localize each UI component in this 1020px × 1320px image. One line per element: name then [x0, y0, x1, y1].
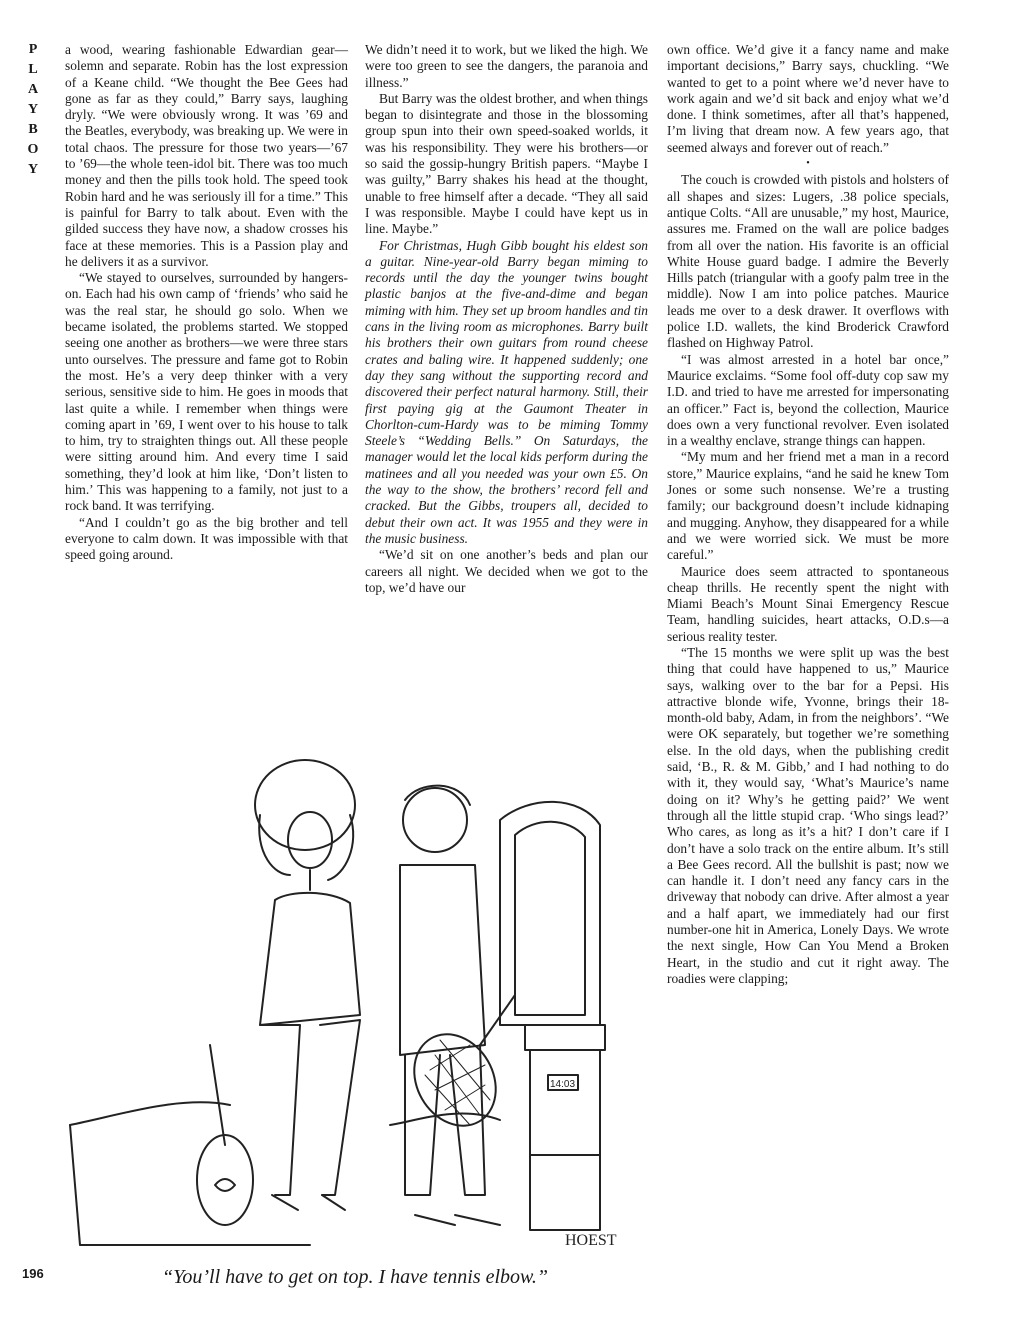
masthead-letter: O	[27, 142, 39, 157]
text-column-1	[65, 42, 348, 564]
paragraph: “We stayed to ourselves, surrounded by hangers-on. Each had his own camp of ‘friends’ who said he was the real star, he should go solo. When we became isolated, the problems started. We stopped seeing one another as brothers—we were three stars unto ourselves. The pressure and fame got to Robin the most. He’s a very deep thinker with a very serious, sensitive side to him. He goes in moods that last quite a while. I remember when things were coming apart in ’69, I went over to his house to talk to him, try to straighten things out. All these people were sitting around him. And every time I said something, they’d look at him like, ‘Don’t listen to him.’ This was happening to a family, not just to a rock band. It was terrifying.	[65, 270, 348, 514]
paragraph: We didn’t need it to work, but we liked the high. We were too green to see the dangers, the paranoia and illness.”	[365, 42, 648, 90]
paragraph: The couch is crowded with pistols and holsters of all shapes and sizes: Lugers, .38 police specials, antique Colts. “All are unusable,” my host, Maurice, assures me. Framed on the wall are police badges from all over the nation. His favorite is an official White House guard badge. I admire the Beverly Hills patch (triangular with a goofy palm tree in the middle). Now I am into police patches. Maurice leads me over to a desk drawer. It overflows with police I.D. wallets, the kind Broderick Crawford flashed on Highway Patrol.	[667, 172, 949, 351]
cartoon-clock-text: 14:03	[550, 1079, 576, 1090]
masthead-letter: Y	[27, 162, 39, 177]
paragraph: “We’d sit on one another’s beds and plan our careers all night. We decided when we got to the top, we’d have our	[365, 547, 648, 595]
paragraph: “I was almost arrested in a hotel bar once,” Maurice exclaims. “Some fool off-duty cop saw my I.D. and tried to have me arrested for impersonating an officer.” Fact is, beyond the collection, Maurice does own a very functional revolver. Even isolated in a wealthy enclave, strange things can happen.	[667, 351, 949, 449]
paragraph: Maurice does seem attracted to spontaneous cheap thrills. He recently spent the night with Miami Beach’s Mount Sinai Emergency Rescue Team, handling suicides, heart attacks, O.D.s—a serious reality tester.	[667, 563, 949, 644]
page-number: 196	[22, 1266, 44, 1281]
masthead-letter: L	[28, 62, 38, 77]
section-bullet: •	[806, 158, 810, 170]
text-column-2	[365, 42, 648, 596]
cartoon-caption: “You’ll have to get on top. I have tennis elbow.”	[161, 1266, 549, 1288]
paragraph: “My mum and her friend met a man in a record store,” Maurice explains, “and he said he knew Tom Jones or some such nonsense. We’re a trusting family; our background doesn’t include kidnaping and mugging. Anyhow, they disappeared for a while and we were worried sick. We must be more careful.”	[667, 449, 949, 563]
masthead-letter: Y	[27, 102, 39, 117]
paragraph: a wood, wearing fashionable Edwardian gear—solemn and separate. Robin has the lost expression of a Keane child. “We thought the Bee Gees had gone as far as they could,” Barry says, laughing dryly. “We were obviously wrong. It was ’69 and the Beatles, everybody, was breaking up. We were in total chaos. The pressure for those two years—’67 to ’69—the whole teen-idol bit. There was too much money and then the pills took hold. The speed took Robin hard and he was seriously ill for a time.” This is painful for Barry to talk about. Even with the gilded success they have now, a shadow crosses his face at these memories. This is a Passion play and he delivers it as a survivor.	[65, 42, 349, 269]
cartoon-illustration	[60, 725, 650, 1255]
paragraph: But Barry was the oldest brother, and when things began to disintegrate and those in the blossoming group spun into their own speed-soaked worlds, it was his responsibility. They were his brothers—or so said the gossip-hungry British papers. “Maybe I was guilty,” Barry shakes his head at the thought, unable to free himself after a decade. “They all said I was responsible. Maybe I could have kept us in line. Maybe.”	[365, 90, 648, 237]
paragraph: “The 15 months we were split up was the best thing that could have happened to us,” Maurice says, walking over to the bar for a Pepsi. His attractive blonde wife, Yvonne, brings their 18-month-old baby, Adam, in from the neighbors’. “We were OK separately, but together we’re something else. In the old days, when the publishing credit said, ‘B., R. & M. Gibb,’ and I had nothing to do with it, they would say, ‘What’s Maurice’s name doing on it? Why’s he getting paid?’ We went through all the little stupid crap. ‘Who sings lead?’ Who cares, as long as it’s a hit? I don’t care if I don’t have a solo track on the entire album. It’s still a Bee Gees record. All the bullshit is past; now we can handle it. I don’t need any fancy cars in the driveway that nobody can drive. After almost a year and a half apart, we immediately had our first number-one hit in America, Lonely Days. We wrote the next single, How Can You Mend a Broken Heart, in the studio and cut it right away. The roadies were clapping;	[667, 644, 949, 986]
masthead-letter: P	[28, 42, 38, 57]
masthead-letter: B	[28, 122, 38, 137]
paragraph: own office. We’d give it a fancy name and make important decisions,” Barry says, chuckling. “We wanted to get to a point where we’d never have to work again and we’d sit back and enjoy what we’d done. I think sometimes, after all that’s happened, I’m living that dream now. A few years ago, that seemed always and forever out of reach.”	[667, 42, 949, 155]
text-column-3	[667, 42, 949, 987]
magazine-masthead	[18, 40, 48, 230]
paragraph: “And I couldn’t go as the big brother and tell everyone to calm down. It was impossible with that speed going around.	[65, 514, 348, 563]
cartoonist-signature: HOEST	[565, 1232, 617, 1249]
masthead-letter: A	[27, 82, 39, 97]
paragraph-italic: For Christmas, Hugh Gibb bought his eldest son a guitar. Nine-year-old Barry began miming to records until the day the younger twins bought plastic banjos at the five-and-dime and began miming with him. They set up broom handles and tin cans in the living room as microphones. Barry built his brothers their own guitars from round cheese crates and baling wire. It happened suddenly; one day they sang without the supporting record and discovered their perfect natural harmony. Still, their first paying gig at the Gaumont Theater in Chorlton-cum-Hardy was to be miming Tommy Steele’s “Wedding Bells.” On Saturdays, the manager would let the local kids perform during the matinees and all you needed was your own £5. On the way to the show, the brothers’ record fell and cracked. But the Gibbs, troupers all, decided to debut their own act. It was 1955 and they were in the music business.	[365, 237, 648, 546]
